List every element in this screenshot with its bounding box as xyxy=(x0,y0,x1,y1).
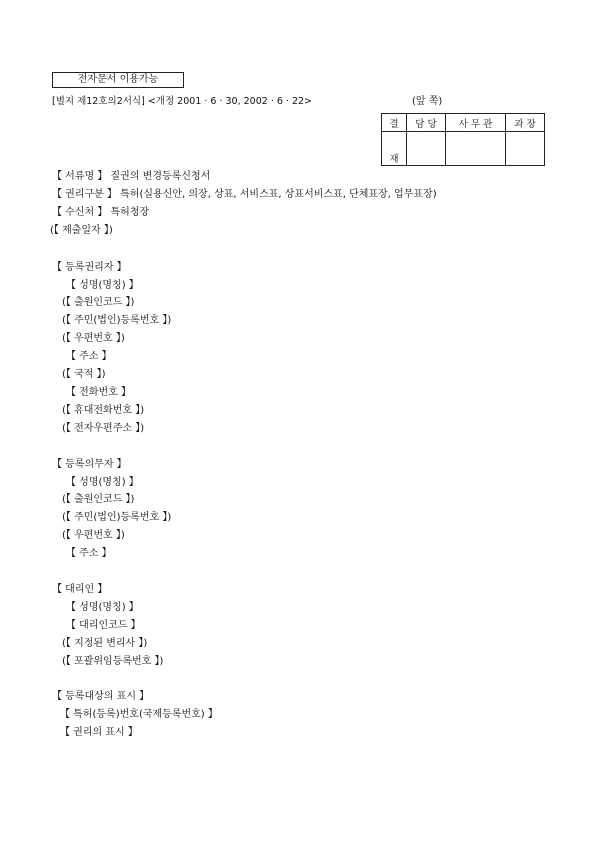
holder-mobile: (【 휴대전화번호 】) xyxy=(62,405,145,416)
section-agent: 【 대리인 】 xyxy=(52,584,108,595)
holder-applicant-code: (【 출원인코드 】) xyxy=(62,297,135,308)
obligor-applicant-code: (【 출원인코드 】) xyxy=(62,494,135,505)
approval-kyul: 결 xyxy=(382,114,407,132)
approval-jae: 재 xyxy=(382,132,407,166)
agent-designated-attorney: (【 지정된 변리사 】) xyxy=(62,638,148,649)
approval-col-chief: 과 장 xyxy=(506,114,545,132)
holder-resident-number: (【 주민(법인)등록번호 】) xyxy=(62,315,172,326)
agent-code: 【 대리인코드 】 xyxy=(66,620,141,631)
holder-phone: 【 전화번호 】 xyxy=(66,387,131,398)
holder-address: 【 주소 】 xyxy=(66,351,112,362)
obligor-resident-number: (【 주민(법인)등록번호 】) xyxy=(62,512,172,523)
obligor-name: 【 성명(명칭) 】 xyxy=(66,477,139,488)
subject-right-indication: 【 권리의 표시 】 xyxy=(60,727,138,738)
holder-name: 【 성명(명칭) 】 xyxy=(66,280,139,291)
agent-general-power-number: (【 포괄위임등록번호 】) xyxy=(62,656,164,667)
agent-name: 【 성명(명칭) 】 xyxy=(66,602,139,613)
document-title: 【 서류명 】 질권의 변경등록신청서 xyxy=(52,171,211,182)
holder-email: (【 전자우편주소 】) xyxy=(62,423,145,434)
subject-patent-number: 【 특허(등록)번호(국제등록번호) 】 xyxy=(60,709,218,720)
section-registration-obligor: 【 등록의무자 】 xyxy=(52,459,127,470)
obligor-address: 【 주소 】 xyxy=(66,548,112,559)
submission-date: (【 제출일자 】) xyxy=(50,225,113,236)
recipient: 【 수신처 】 특허청장 xyxy=(52,207,150,218)
approval-sign-officer[interactable] xyxy=(445,132,505,166)
holder-nationality: (【 국적 】) xyxy=(62,369,106,380)
obligor-postal-code: (【 우편번호 】) xyxy=(62,530,125,541)
form-reference: [별지 제12호의2서식] <개정 2001 · 6 · 30, 2002 · 6 · 22> xyxy=(52,96,313,107)
holder-postal-code: (【 우편번호 】) xyxy=(62,333,125,344)
approval-table xyxy=(381,113,545,166)
section-registration-subject: 【 등록대상의 표시 】 xyxy=(52,691,150,702)
right-category: 【 권리구분 】 특허(실용신안, 의장, 상표, 서비스표, 상표서비스표, 단체표장, 업무표장) xyxy=(52,189,437,200)
approval-col-officer: 사 무 관 xyxy=(445,114,505,132)
approval-col-staff: 담 당 xyxy=(407,114,446,132)
section-registration-holder: 【 등록권리자 】 xyxy=(52,262,127,273)
electronic-document-badge: 전자문서 이용가능 xyxy=(52,72,184,88)
approval-sign-chief[interactable] xyxy=(506,132,545,166)
approval-sign-staff[interactable] xyxy=(407,132,446,166)
front-side-label: (앞 쪽) xyxy=(412,96,443,107)
